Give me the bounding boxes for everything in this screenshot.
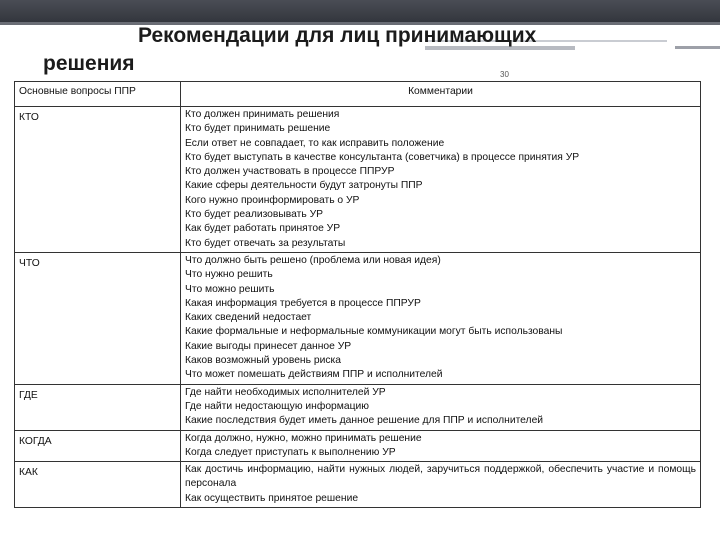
comments-cell <box>181 252 701 384</box>
slide-title <box>43 22 643 78</box>
comment-line: Где найти необходимых исполнителей УР <box>185 386 386 398</box>
comments-cell <box>181 384 701 430</box>
comment-line: Кто будет реализовывать УР <box>185 209 323 221</box>
comments-cell <box>181 107 701 253</box>
column-header-comments: Комментарии <box>181 82 701 107</box>
comment-line: Кто будет отвечать за результаты <box>185 237 346 249</box>
comment-line: Если ответ не совпадает, то как исправить положение <box>185 137 445 149</box>
comment-line: Кто будет выступать в качестве консультанта (советчика) в процессе принятия УР <box>185 151 580 163</box>
slide-title-line2: решения <box>43 52 135 75</box>
comment-line: Кто должен принимать решения <box>185 109 340 120</box>
recommendations-table <box>14 81 701 508</box>
comment-line: Какие формальные и неформальные коммуникации могут быть использованы <box>185 326 563 338</box>
decorative-line <box>675 46 720 49</box>
question-cell: КТО <box>15 107 181 253</box>
comment-line: Когда следует приступать к выполнению УР <box>185 446 396 458</box>
comment-line: Где найти недостающую информацию <box>185 400 369 412</box>
comment-line: Кто должен участвовать в процессе ППРУР <box>185 166 395 178</box>
comment-line: Что можно решить <box>185 283 275 295</box>
question-cell: ЧТО <box>15 252 181 384</box>
comment-line: Что нужно решить <box>185 269 273 281</box>
slide-title-line1: Рекомендации для лиц принимающих <box>138 24 537 47</box>
table-row <box>15 430 701 462</box>
comment-line: Как будет работать принятое УР <box>185 223 341 235</box>
comment-line: Какая информация требуется в процессе ППРУР <box>185 297 421 309</box>
comment-line: Какие выгоды принесет данное УР <box>185 340 352 352</box>
comment-line: Какие последствия будет иметь данное решение для ППР и исполнителей <box>185 415 544 427</box>
question-cell: ГДЕ <box>15 384 181 430</box>
comment-line: Как достичь информацию, найти нужных людей, заручиться поддержкой, обеспечить участие и помощь персонала <box>185 464 696 490</box>
top-banner <box>0 0 720 22</box>
comment-line: Кого нужно проинформировать о УР <box>185 194 360 206</box>
comments-cell <box>181 462 701 508</box>
column-header-questions: Основные вопросы ППР <box>15 82 181 107</box>
question-cell: КОГДА <box>15 430 181 462</box>
comment-line: Каких сведений недостает <box>185 312 312 324</box>
comment-line: Как осуществить принятое решение <box>185 492 359 504</box>
comment-line: Какие сферы деятельности будут затронуты ППР <box>185 180 423 192</box>
table-row <box>15 462 701 508</box>
table-header-row <box>15 82 701 107</box>
slide-number: 30 <box>500 70 509 79</box>
table-row <box>15 107 701 253</box>
comment-line: Когда должно, нужно, можно принимать решение <box>185 432 422 444</box>
comment-line: Кто будет принимать решение <box>185 123 331 135</box>
comment-line: Каков возможный уровень риска <box>185 355 341 367</box>
comment-line: Что может помешать действиям ППР и исполнителей <box>185 369 443 381</box>
comment-line: Что должно быть решено (проблема или новая идея) <box>185 254 441 266</box>
table-row <box>15 384 701 430</box>
comments-cell <box>181 430 701 462</box>
table-row <box>15 252 701 384</box>
question-cell: КАК <box>15 462 181 508</box>
